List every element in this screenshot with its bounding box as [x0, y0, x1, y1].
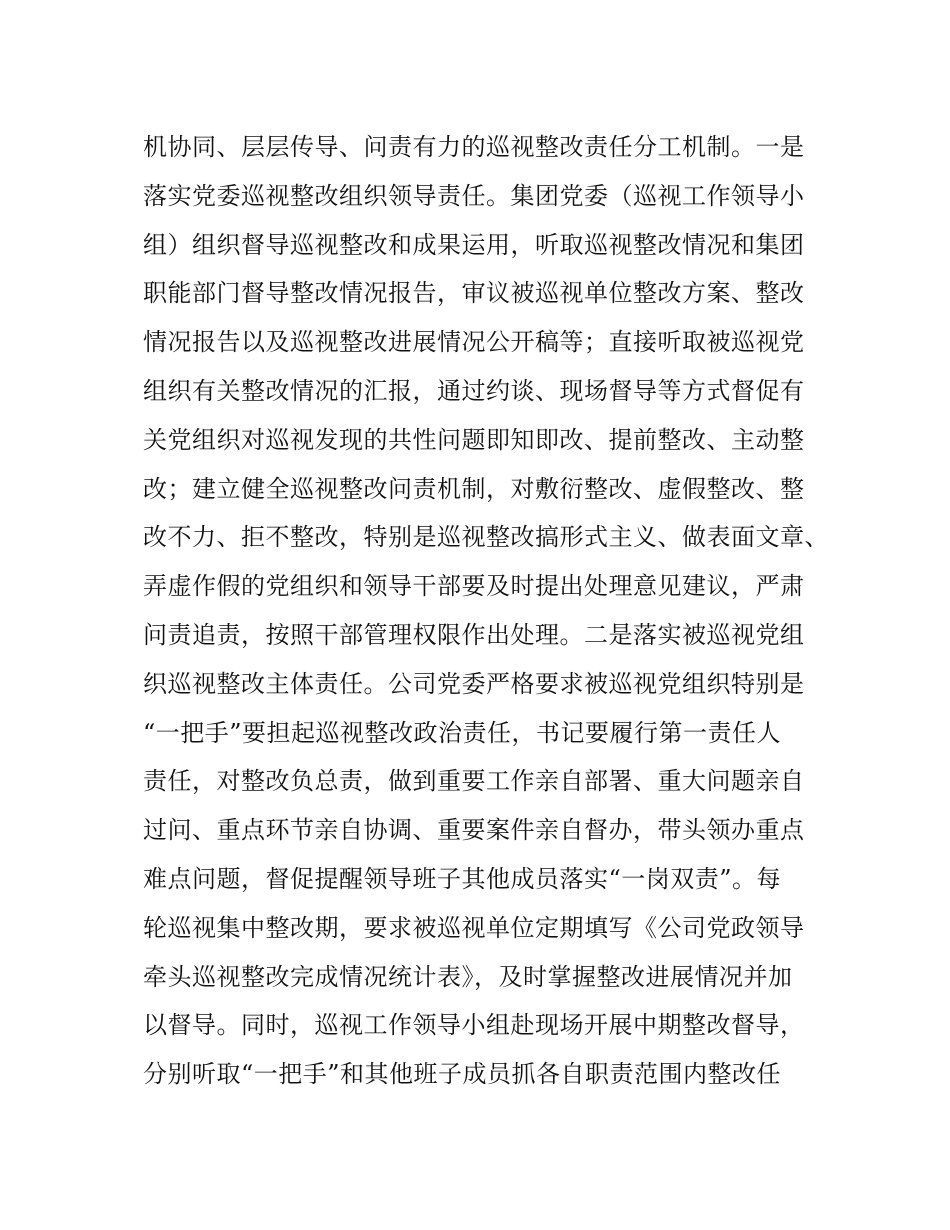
text-line: 弄虚作假的党组织和领导干部要及时提出处理意见建议，严肃 [143, 572, 805, 601]
text-line: 责任，对整改负总责，做到重要工作亲自部署、重大问题亲自 [143, 767, 805, 796]
text-line: 难点问题，督促提醒领导班子其他成员落实“一岗双责”。每 [143, 864, 782, 893]
text-line: 以督导。同时，巡视工作领导小组赴现场开展中期整改督导， [143, 1011, 805, 1040]
text-line: 改不力、拒不整改，特别是巡视整改搞形式主义、做表面文章、 [143, 523, 829, 552]
body-text [143, 123, 829, 1099]
text-line: “一把手”要担起巡视整改政治责任，书记要履行第一责任人 [143, 718, 782, 747]
text-line: 职能部门督导整改情况报告，审议被巡视单位整改方案、整改 [143, 279, 805, 308]
text-line: 过问、重点环节亲自协调、重要案件亲自督办，带头领办重点 [143, 816, 805, 845]
text-line: 问责追责，按照干部管理权限作出处理。二是落实被巡视党组 [143, 620, 805, 649]
text-line: 组织有关整改情况的汇报，通过约谈、现场督导等方式督促有 [143, 376, 805, 405]
text-line: 组）组织督导巡视整改和成果运用，听取巡视整改情况和集团 [143, 230, 805, 259]
text-line: 改；建立健全巡视整改问责机制，对敷衍整改、虚假整改、整 [143, 474, 805, 503]
text-line: 落实党委巡视整改组织领导责任。集团党委（巡视工作领导小 [143, 181, 805, 210]
text-line: 牵头巡视整改完成情况统计表》，及时掌握整改进展情况并加 [143, 962, 793, 991]
text-line: 关党组织对巡视发现的共性问题即知即改、提前整改、主动整 [143, 425, 805, 454]
text-line: 分别听取“一把手”和其他班子成员抓各自职责范围内整改任 [143, 1060, 782, 1089]
text-line: 情况报告以及巡视整改进展情况公开稿等；直接听取被巡视党 [143, 328, 805, 357]
text-line: 织巡视整改主体责任。公司党委严格要求被巡视党组织特别是 [143, 669, 805, 698]
text-line: 机协同、层层传导、问责有力的巡视整改责任分工机制。一是 [143, 133, 805, 161]
text-line: 轮巡视集中整改期，要求被巡视单位定期填写《公司党政领导 [143, 913, 805, 942]
